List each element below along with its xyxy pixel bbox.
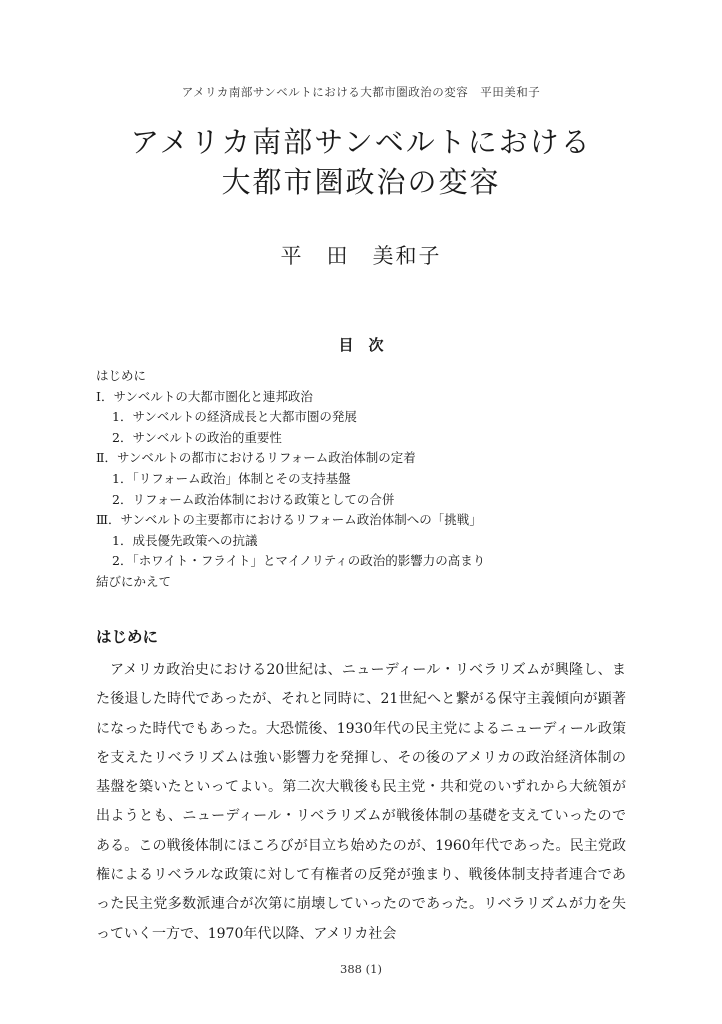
toc-item: 1．サンベルトの経済成長と大都市圏の発展: [112, 409, 357, 425]
toc-item: Ⅲ．サンベルトの主要都市におけるリフォーム政治体制への「挑戦」: [96, 512, 482, 528]
toc-heading: 目 次: [338, 336, 384, 354]
toc-item: Ⅱ．サンベルトの都市におけるリフォーム政治体制の定着: [96, 450, 416, 466]
toc-item: 1．「リフォーム政治」体制とその支持基盤: [112, 470, 351, 486]
page-number: 388 (1): [340, 962, 382, 976]
title-line-2: 大都市圏政治の変容: [221, 165, 501, 199]
toc-item: 1．成長優先政策への抗議: [112, 532, 258, 548]
table-of-contents: [96, 366, 656, 593]
toc-item: 2．サンベルトの政治的重要性: [112, 429, 282, 445]
toc-item: 結びにかえて: [96, 573, 172, 589]
article-title: [0, 122, 722, 202]
body-paragraph: アメリカ政治史における20世紀は、ニューディール・リベラリズムが興隆し、また後退した時代であったが、それと同時に、21世紀へと繋がる保守主義傾向が顕著になった時代でもあった。大恐慌後、1930年代の民主党によるニューディール政策を支えたリベラリズムは強い影響力を発揮し、その後のアメリカの政治経済体制の基盤を築いたといってよい。第二次大戦後も民主党・共和党のいずれから大統領が出ようとも、ニューディール・リベラリズムが戦後体制の基礎を支えていったのである。この戦後体制にほころびが目立ち始めたのが、1960年代であった。民主党政権によるリベラルな政策に対して有権者の反発が強まり、戦後体制支持者連合であった民主党多数派連合が次第に崩壊していったのであった。リベラリズムが力を失っていく一方で、1970年代以降、アメリカ社会: [96, 662, 626, 942]
toc-item: 2．リフォーム政治体制における政策としての合併: [112, 491, 395, 507]
author-name: 平 田 美和子: [280, 244, 442, 268]
running-head: アメリカ南部サンベルトにおける大都市圏政治の変容 平田美和子: [181, 85, 541, 99]
toc-item: 2．「ホワイト・フライト」とマイノリティの政治的影響力の高まり: [112, 553, 486, 569]
title-line-1: アメリカ南部サンベルトにおける: [130, 125, 592, 159]
section-heading: はじめに: [96, 628, 159, 646]
toc-item: はじめに: [96, 368, 147, 383]
toc-item: Ⅰ．サンベルトの大都市圏化と連邦政治: [96, 388, 313, 404]
